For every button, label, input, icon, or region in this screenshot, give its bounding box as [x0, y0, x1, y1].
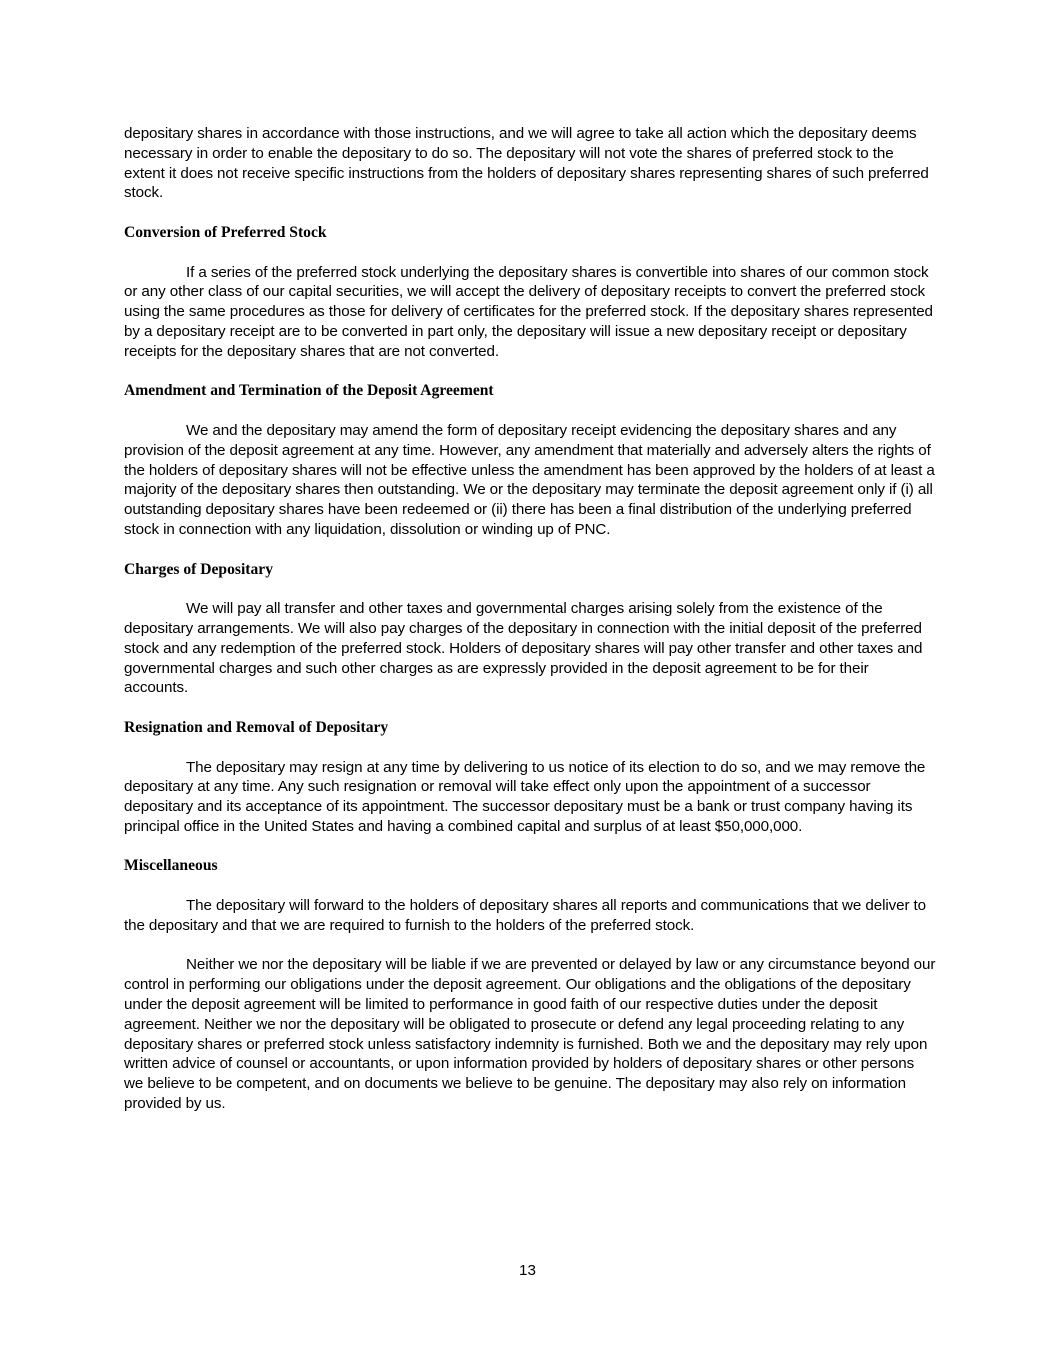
- paragraph-miscellaneous-liability: Neither we nor the depositary will be liable if we are prevented or delayed by law or any circumstance beyond our control in performing our obligations under the deposit agreement. Our obligations and the obligations of the depositary under the deposit agreement will be limited to performance in good faith of our respective duties under the deposit agreement. Neither we nor the depositary will be obligated to prosecute or defend any legal proceeding relating to any depositary shares or preferred stock unless satisfactory indemnity is furnished. Both we and the depositary may rely upon written advice of counsel or accountants, or upon information provided by holders of depositary shares or other persons we believe to be competent, and on documents we believe to be genuine. The depositary may also rely on information provided by us.: [124, 956, 936, 1113]
- paragraph-resignation: The depositary may resign at any time by delivering to us notice of its election to do so, and we may remove the depositary at any time. Any such resignation or removal will take effect only upon the appointment of a successor depositary and its acceptance of its appointment. The successor depositary must be a bank or trust company having its principal office in the United States and having a combined capital and surplus of at least $50,000,000.: [124, 758, 926, 835]
- page-number: 13: [519, 1262, 536, 1279]
- heading-charges-of-depositary: Charges of Depositary: [124, 560, 273, 578]
- heading-conversion-of-preferred-stock: Conversion of Preferred Stock: [124, 223, 327, 241]
- heading-resignation-and-removal: Resignation and Removal of Depositary: [124, 718, 389, 736]
- paragraph-amendment: We and the depositary may amend the form of depositary receipt evidencing the depositary shares and any provision of the deposit agreement at any time. However, any amendment that materially and adversely alters the rights of the holders of depositary shares will not be effective unless the amendment has been approved by the holders of at least a majority of the depositary shares then outstanding. We or the depositary may terminate the deposit agreement only if (i) all outstanding depositary shares have been redeemed or (ii) there has been a final distribution of the underlying preferred stock in connection with any liquidation, dissolution or winding up of PNC.: [124, 421, 935, 538]
- paragraph-miscellaneous-reports: The depositary will forward to the holders of depositary shares all reports and communications that we deliver to the depositary and that we are required to furnish to the holders of the preferred stock.: [124, 897, 927, 934]
- paragraph-continuation: depositary shares in accordance with those instructions, and we will agree to take all action which the depositary deems necessary in order to enable the depositary to do so. The depositary will not vote the shares of preferred stock to the extent it does not receive specific instructions from the holders of depositary shares representing shares of such preferred stock.: [124, 125, 929, 202]
- document-page: [124, 124, 936, 1114]
- paragraph-conversion: If a series of the preferred stock underlying the depositary shares is convertible into shares of our common stock or any other class of our capital securities, we will accept the delivery of depositary receipts to convert the preferred stock using the same procedures as those for delivery of certificates for the preferred stock. If the depositary shares represented by a depositary receipt are to be converted in part only, the depositary will issue a new depositary receipt or depositary receipts for the depositary shares that are not converted.: [124, 263, 933, 360]
- heading-amendment-and-termination: Amendment and Termination of the Deposit Agreement: [124, 382, 494, 400]
- paragraph-charges: We will pay all transfer and other taxes and governmental charges arising solely from the existence of the depositary arrangements. We will also pay charges of the depositary in connection with the initial deposit of the preferred stock and any redemption of the preferred stock. Holders of depositary shares will pay other transfer and other taxes and governmental charges and such other charges as are expressly provided in the deposit agreement to be for their accounts.: [124, 600, 923, 697]
- heading-miscellaneous: Miscellaneous: [124, 857, 218, 875]
